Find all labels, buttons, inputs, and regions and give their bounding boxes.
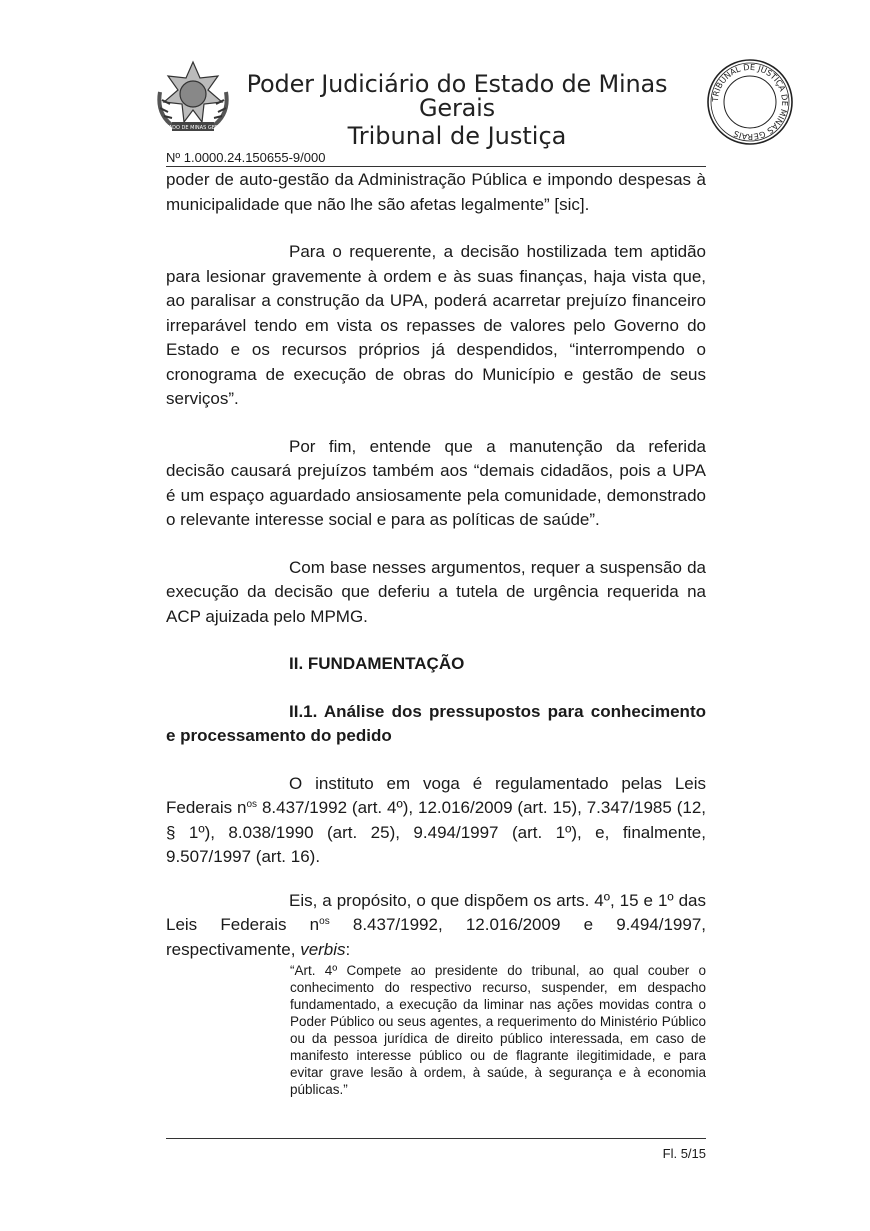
paragraph-3: Por fim, entende que a manutenção da referida decisão causará prejuízos também aos “demais cidadãos, pois a UPA é um espaço aguardado ansiosamente pela comunidade, demonstrado o relevante interesse social e para as políticas de saúde”. — [166, 436, 706, 529]
court-seal-icon — [706, 58, 794, 146]
paragraph-5-text-b: 8.437/1992 (art. 4º), 12.016/2009 (art. 15), 7.347/1985 (12, § 1º), 8.038/1990 (art. 25), 9.494/1997 (art. 1º), e, finalmente, 9.507/1997 (art. 16). — [166, 798, 706, 866]
svg-text:ESTADO DE MINAS GERAIS: ESTADO DE MINAS GERAIS — [159, 125, 227, 131]
coat-of-arms-icon — [152, 56, 234, 138]
paragraph-6-text-a: Eis, a propósito, o que dispõem os arts. 4º, 15 e 1º das Leis Federais n — [166, 890, 706, 934]
footer-divider — [166, 1138, 706, 1139]
paragraph-4: Com base nesses argumentos, requer a suspensão da execução da decisão que deferiu a tutela de urgência requerida na ACP ajuizada pelo MPMG. — [166, 557, 706, 626]
page-number: Fl. 5/15 — [662, 1146, 706, 1161]
page-header — [0, 0, 870, 160]
paragraph-6-italic: verbis — [300, 939, 346, 959]
legal-quote — [290, 962, 706, 1098]
svg-text:TRIBUNAL DE JUSTIÇA DE MINAS G: TRIBUNAL DE JUSTIÇA DE MINAS GERAIS — [709, 61, 791, 143]
paragraph-6-superscript: os — [319, 916, 330, 927]
paragraph-1: poder de auto-gestão da Administração Pública e impondo despesas à municipalidade que não lhe são afetas legalmente” [sic]. — [166, 170, 706, 214]
paragraph-5-text-a: O instituto em voga é regulamentado pelas Leis Federais n — [166, 773, 706, 817]
subsection-heading: II.1. Análise dos pressupostos para conhecimento e processamento do pedido — [166, 701, 706, 745]
quote-text: “Art. 4º Compete ao presidente do tribunal, ao qual couber o conhecimento do respectivo recurso, suspender, em despacho fundamentado, a execução da liminar nas ações movidas contra o Poder Público ou seus agentes, a requerimento do Ministério Público ou da pessoa jurídica de direito público interessada, em caso de manifesto interesse público ou de flagrante ilegitimidade, e para evitar grave lesão à ordem, à saúde, à segurança e à economia públicas.” — [290, 963, 706, 1097]
paragraph-2: Para o requerente, a decisão hostilizada tem aptidão para lesionar gravemente à ordem e às suas finanças, haja vista que, ao paralisar a construção da UPA, poderá acarretar prejuízo financeiro irreparável tendo em vista os repasses de valores pelo Governo do Estado e os recursos próprios já despendidos, “interrompendo o cronograma de execução de obras do Município e gestão de seus serviços”. — [166, 242, 706, 408]
document-body — [166, 168, 706, 962]
court-name-line1: Poder Judiciário do Estado de Minas Gerais — [246, 70, 668, 122]
paragraph-6 — [166, 889, 706, 963]
paragraph-6-end: : — [345, 939, 351, 959]
section-heading: II. FUNDAMENTAÇÃO — [289, 654, 465, 673]
process-number: Nº 1.0000.24.150655-9/000 — [166, 150, 706, 167]
paragraph-5 — [166, 772, 706, 870]
court-name — [242, 72, 672, 148]
paragraph-5-superscript: os — [246, 799, 258, 810]
court-name-line2: Tribunal de Justiça — [347, 122, 567, 150]
paragraph-6-text-b: 8.437/1992, 12.016/2009 e 9.494/1997, respectivamente, — [166, 915, 707, 959]
